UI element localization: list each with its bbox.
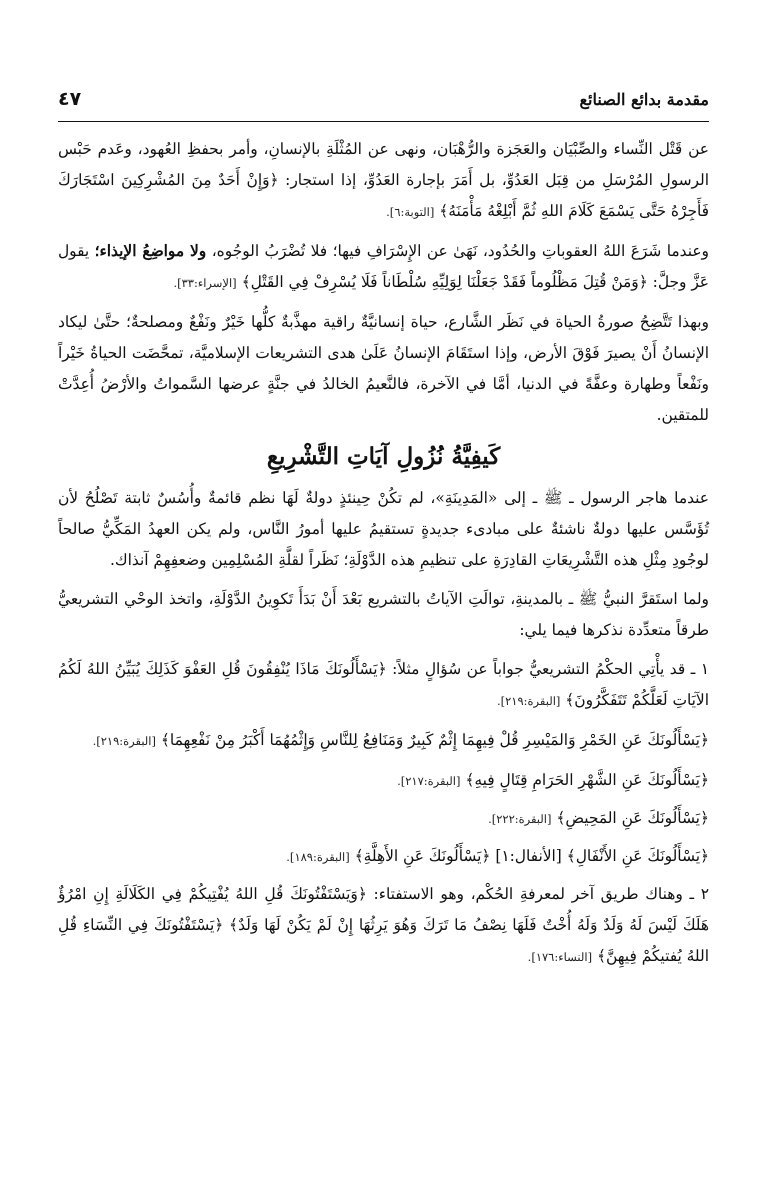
- section-paragraph-1-text: عندما هاجر الرسول ـ ﷺ ـ إلى «المَدِينَةِ»، لم تكُنْ حِينئذٍ دولةٌ لَهَا نظم قائمةٌ وأُسُسٌ ثابتة تَصْلُحُ لأن تُؤَسَّس عليها دولةٌ ناشئةٌ على مبادىء جديدةٍ تستقيمُ عليها أمورُ النَّاس، ولم يكن العهدُ المَكِّيُّ صالحاً لوجُودِ مِثْلِ هذه التَّشْرِيعَاتِ القادِرَةِ على تنظيمِ هذه الدَّوْلَةِ؛ نَظَراً لقلَّةِ المُسْلِمِين وضعفِهِمْ آنذاك.: [58, 489, 709, 569]
- question-line-text: ﴿يَسْأَلُونَكَ عَنِ المَحِيضِ﴾: [556, 809, 709, 827]
- section-paragraph-2: [58, 584, 709, 646]
- page-body: [58, 134, 709, 981]
- question-line: [58, 841, 709, 873]
- question-line-text: ﴿يَسْأَلُونَكَ عَنِ الشَّهْرِ الحَرَامِ قِتَالٍ فِيهِ﴾: [465, 771, 709, 789]
- paragraph-2-text-b: يقول عَزَّ وجلَّ: ﴿وَمَنْ قُتِلَ مَظْلُوماً فَقَدْ جَعَلْنَا لِوَلِيِّهِ سُلْطَاناً فَلَا يُسْرِفْ فِي القَتْلِ﴾: [58, 242, 709, 291]
- page-number: ٤٧: [58, 88, 82, 110]
- quran-reference: [البقرة:١٨٩].: [286, 850, 350, 864]
- quran-reference: [التوبة:٦].: [386, 205, 435, 219]
- quran-reference: [البقرة:٢١٩].: [496, 694, 561, 708]
- page-header: [58, 84, 709, 124]
- paragraph-3-text: وبهذا تَتَّضِحُ صورةُ الحياة في نَظَر الشَّارع، حياة إنسانيَّةٌ راقية مهذَّبةٌ كلُّها خَيْرٌ ونَفْعٌ ومصلحةٌ؛ حتَّىٰ ليكاد الإنسانُ أَنْ يصيرَ فَوْقَ الأرض، وإذا استَقَامَ الإنسانُ عَلَىٰ هدى التشريعات الإسلاميَّة، تمحَّضَت الحياةُ خَيْراً ونَفْعاً وطهارة وعفَّةً في الدنيا، أمَّا في الآخرة، فالنَّعيمُ الخالدُ في جنَّةٍ عرضها السَّمواتُ والأرْضُ أُعِدَّتْ للمتقين.: [58, 313, 709, 424]
- section-paragraph-3-text: ١ ـ قد يأْتِي الحكْمُ التشريعيُّ جواباً عن سُؤالٍ مثلاً: ﴿يَسْأَلُونَكَ مَاذَا يُنْفِقُونَ قُلِ العَفْوَ كَذَلِكَ يُبَيِّنُ اللهُ لَكُمُ الآيَاتِ لَعَلَّكُمْ تَتَفَكَّرُونَ﴾: [58, 660, 709, 709]
- section-paragraph-1: [58, 483, 709, 576]
- quran-reference: [البقرة:٢١٩].: [92, 734, 156, 748]
- final-paragraph-text: ٢ ـ وهناك طريق آخر لمعرفةِ الحُكْم، وهو الاستفتاء: ﴿وَيَسْتَفْتُونَكَ قُلِ اللهُ يُفْتِيكُمْ فِي الكَلَالَةِ إِنِ امْرُؤٌ هَلَكَ لَيْسَ لَهُ وَلَدٌ وَلَهُ أُخْتٌ فَلَهَا نِصْفُ مَا تَرَكَ وَهُوَ يَرِثُهَا إِنْ لَمْ يَكُنْ لَهَا وَلَدٌ﴾ ﴿يَسْتَفْتُونَكَ فِي النِّسَاءِ قُلِ اللهُ يُفتيكُمْ فِيهِنَّ﴾: [58, 885, 709, 965]
- section-paragraph-4-text: ﴿يَسْأَلُونَكَ عَنِ الخَمْرِ وَالمَيْسِرِ قُلْ فِيهِمَا إِثْمٌ كَبِيرٌ وَمَنَافِعُ لِلنَّاسِ وَإِثْمُهُمَا أَكْبَرُ مِنْ نَفْعِهِمَا﴾: [160, 731, 709, 749]
- quran-reference: [النساء:١٧٦].: [527, 950, 593, 964]
- paragraph-3: [58, 307, 709, 431]
- paragraph-1-text: عن قَتْل النِّساء والصِّبْيَان والعَجَزة والرُّهْبَان، ونهى عن المُثْلَةِ بالإنسانِ، وأمر بحفظِ العُهود، وعَدم حَبْس الرسولِ المُرْسَلِ من قِبَل العَدُوِّ، بل أَمَرَ بإجارة العَدُوِّ، إذا استجار: ﴿وَإِنْ أَحَدٌ مِنَ المُشْرِكِينَ اسْتَجَارَكَ فَأَجِرْهُ حَتَّى يَسْمَعَ كَلَامَ اللهِ ثُمَّ أَبْلِغْهُ مَأْمَنَهُ﴾: [58, 140, 709, 220]
- quran-reference: [البقرة:٢١٧].: [397, 774, 461, 788]
- paragraph-2-bold: ولا مواضِعُ الإيذاء؛: [94, 242, 207, 260]
- quran-reference: [الإسراء:٣٣].: [173, 276, 237, 290]
- section-paragraph-3: [58, 654, 709, 717]
- running-title: مقدمة بدائع الصنائع: [579, 90, 709, 109]
- paragraph-1: [58, 134, 709, 228]
- question-line: [58, 765, 709, 797]
- question-line: [58, 803, 709, 835]
- section-paragraph-4: [58, 725, 709, 757]
- section-heading: كَيفِيَّةُ نُزُولِ آيَاتِ التَّشْرِيعِ: [266, 443, 501, 470]
- question-line-text: ﴿يَسْأَلُونَكَ عَنِ الأَنْفَالِ﴾ [الأنفال:١] ﴿يَسْأَلُونَكَ عَنِ الأَهِلَّةِ﴾: [354, 847, 709, 865]
- final-paragraph: [58, 879, 709, 973]
- paragraph-2-text-a: وعندما شَرَعَ اللهُ العقوباتِ والحُدُود، نَهَىٰ عن الإِسْرَافِ فيها؛ فلا تُضْرَبُ الوجُوه،: [206, 242, 709, 260]
- quran-reference: [البقرة:٢٢٢].: [488, 812, 552, 826]
- paragraph-2: [58, 236, 709, 299]
- section-paragraph-2-text: ولما استَقرَّ النبيُّ ﷺ ـ بالمدينةِ، توالَتِ الآياتُ بالتشريع بَعْدَ أَنْ بَدَأَ تَكوِينُ الدَّوْلَةِ، واتخذ الوحْي التشريعيُّ طرقاً متعدِّدة نذكرها فيما يلي:: [58, 590, 709, 639]
- header-rule: [58, 121, 709, 122]
